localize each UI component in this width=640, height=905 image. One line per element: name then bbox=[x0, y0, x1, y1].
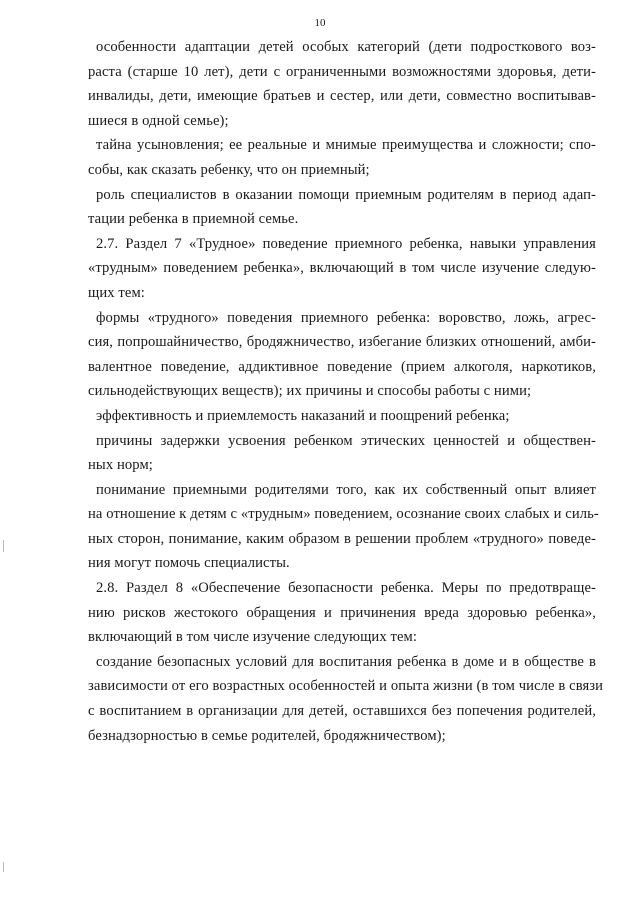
text-line: нию рисков жестокого обращения и причинения вреда здоровью ребенка», bbox=[88, 604, 596, 621]
text-line: зависимости от его возрастных особенностей и опыта жизни (в том числе в связи bbox=[88, 678, 604, 695]
paragraph-punishments bbox=[88, 404, 596, 429]
text-line: на отношение к детям с «трудным» поведением, осознание своих слабых и силь- bbox=[88, 506, 599, 523]
text-line: ных норм; bbox=[88, 457, 153, 474]
text-line: роль специалистов в оказании помощи приемным родителям в период адап- bbox=[96, 186, 596, 203]
text-line: особенности адаптации детей особых категорий (дети подросткового воз- bbox=[96, 39, 596, 55]
page-number: 10 bbox=[314, 17, 326, 29]
text-line: с воспитанием в организации для детей, оставшихся без попечения родителей, bbox=[88, 703, 596, 720]
text-line: включающий в том числе изучение следующих тем: bbox=[88, 629, 418, 646]
text-line: создание безопасных условий для воспитания ребенка в доме и в обществе в bbox=[96, 653, 596, 670]
paragraph-section-2-8 bbox=[88, 576, 596, 650]
text-line: сия, попрошайничество, бродяжничество, избегание близких отношений, амби- bbox=[88, 334, 596, 351]
paragraph-adaptation-categories bbox=[88, 35, 596, 133]
text-line: валентное поведение, аддиктивное поведение (прием алкоголя, наркотиков, bbox=[88, 358, 596, 375]
text-line: тайна усыновления; ее реальные и мнимые преимущества и сложности; спо- bbox=[96, 137, 596, 154]
document-body bbox=[88, 35, 604, 748]
paragraph-adoption-secrecy bbox=[88, 133, 596, 182]
paragraph-safe-conditions bbox=[88, 650, 604, 748]
text-line: сильнодействующих веществ); их причины и способы работы с ними; bbox=[88, 383, 532, 400]
text-line: причины задержки усвоения ребенком этических ценностей и обществен- bbox=[96, 432, 596, 449]
text-line: понимание приемными родителями того, как их собственный опыт влияет bbox=[96, 481, 596, 498]
text-line: 2.7. Раздел 7 «Трудное» поведение приемного ребенка, навыки управления bbox=[96, 235, 596, 252]
text-line: безнадзорностью в семье родителей, бродяжничеством); bbox=[88, 727, 446, 744]
paragraph-specialists-role bbox=[88, 183, 596, 232]
text-line: «трудным» поведением ребенка», включающий в том числе изучение следую- bbox=[88, 260, 596, 277]
text-line: раста (старше 10 лет), дети с ограниченными возможностями здоровья, дети- bbox=[88, 63, 596, 80]
text-line: формы «трудного» поведения приемного ребенка: воровство, ложь, агрес- bbox=[96, 309, 596, 326]
scan-edge-mark bbox=[3, 540, 4, 552]
scan-edge-mark bbox=[3, 862, 4, 872]
text-line: эффективность и приемлемость наказаний и поощрений ребенка; bbox=[96, 407, 510, 424]
text-line: щих тем: bbox=[88, 284, 145, 301]
paragraph-ethical-values bbox=[88, 429, 596, 478]
text-line: собы, как сказать ребенку, что он приемный; bbox=[88, 161, 370, 178]
text-line: ния могут помочь специалисты. bbox=[88, 555, 290, 572]
text-line: тации ребенка в приемной семье. bbox=[88, 211, 299, 228]
text-line: 2.8. Раздел 8 «Обеспечение безопасности ребенка. Меры по предотвраще- bbox=[96, 580, 596, 597]
paragraph-parents-experience bbox=[88, 478, 599, 576]
paragraph-section-2-7 bbox=[88, 232, 596, 306]
text-line: ных сторон, понимание, каким образом в решении проблем «трудного» поведе- bbox=[88, 530, 596, 547]
paragraph-difficult-behavior-forms bbox=[88, 306, 596, 404]
text-line: шиеся в одной семье); bbox=[88, 112, 229, 129]
text-line: инвалиды, дети, имеющие братьев и сестер, или дети, совместно воспитывав- bbox=[88, 88, 596, 105]
